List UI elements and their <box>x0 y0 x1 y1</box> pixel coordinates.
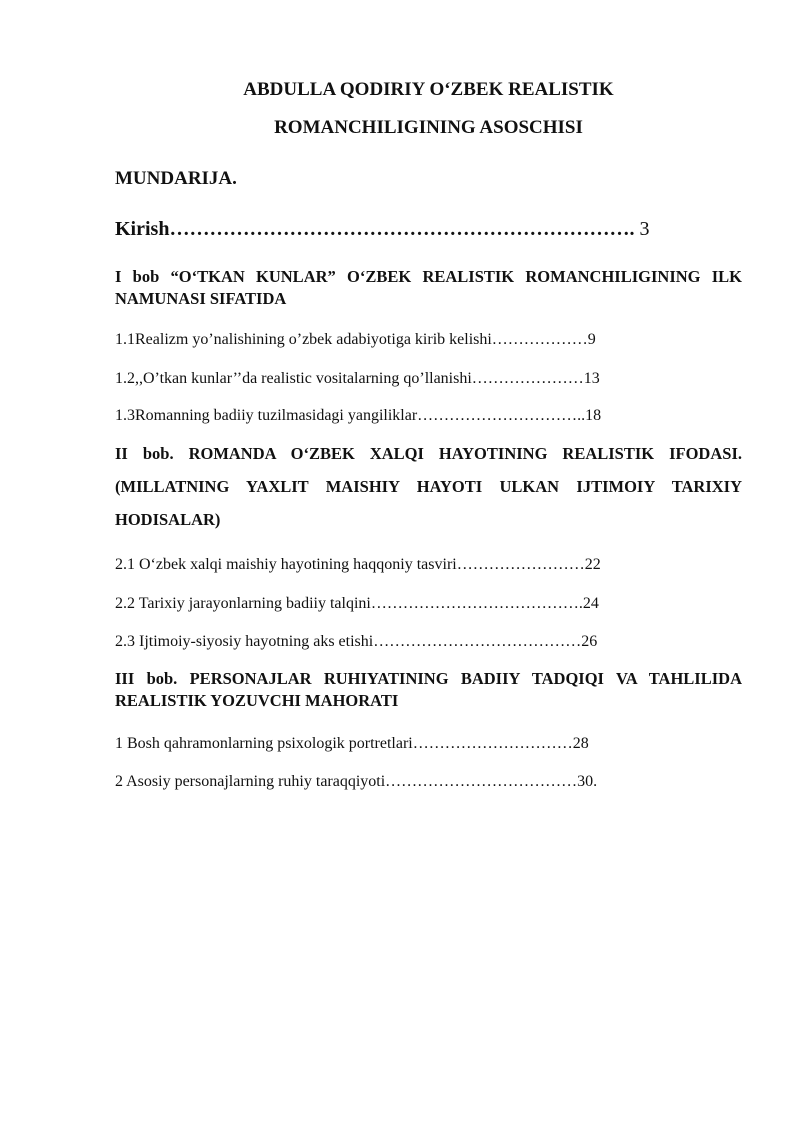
chapter-1-heading: I bob “O‘TKAN KUNLAR” O‘ZBEK REALISTIK ROMANCHILIGINING ILK NAMUNASI SIFATIDA <box>115 267 742 308</box>
chapter-3-heading: III bob. PERSONAJLAR RUHIYATINING BADIIY TADQIQI VA TAHLILIDA REALISTIK YOZUVCHI MAHORATI <box>115 669 742 710</box>
chapter-2-heading: II bob. ROMANDA O‘ZBEK XALQI HAYOTINING REALISTIK IFODASI. (MILLATNING YAXLIT MAISHIY HAYOTI ULKAN IJTIMOIY TARIXIY HODISALAR) <box>115 444 742 529</box>
toc-entry-3-2: 2 Asosiy personajlarning ruhiy taraqqiyoti………………………………30. <box>115 773 598 790</box>
toc-intro-page: 3 <box>634 218 650 240</box>
document-title-line-1: ABDULLA QODIRIY O‘ZBEK REALISTIK <box>243 79 614 100</box>
toc-intro-entry <box>115 216 649 242</box>
toc-intro-label: Kirish……………………………………………………………. <box>115 218 635 240</box>
document-title-line-2: ROMANCHILIGINING ASOSCHISI <box>274 117 583 138</box>
toc-entry-2-1: 2.1 O‘zbek xalqi maishiy hayotining haqqoniy tasviri……………………22 <box>115 556 601 573</box>
toc-entry-1-3: 1.3Romanning badiiy tuzilmasidagi yangiliklar…………………………..18 <box>115 407 602 424</box>
contents-heading: MUNDARIJA. <box>115 168 237 189</box>
toc-entry-2-3: 2.3 Ijtimoiy-siyosiy hayotning aks etishi…………………………………26 <box>115 633 598 650</box>
toc-entry-1-2: 1.2,,O’tkan kunlar’’da realistic vositalarning qo’llanishi…………………13 <box>115 370 600 387</box>
toc-entry-2-2: 2.2 Tarixiy jarayonlarning badiiy talqini………………………………….24 <box>115 595 599 612</box>
toc-entry-1-1: 1.1Realizm yo’nalishining o’zbek adabiyotiga kirib kelishi………………9 <box>115 331 596 348</box>
toc-entry-3-1: 1 Bosh qahramonlarning psixologik portretlari…………………………28 <box>115 735 589 752</box>
